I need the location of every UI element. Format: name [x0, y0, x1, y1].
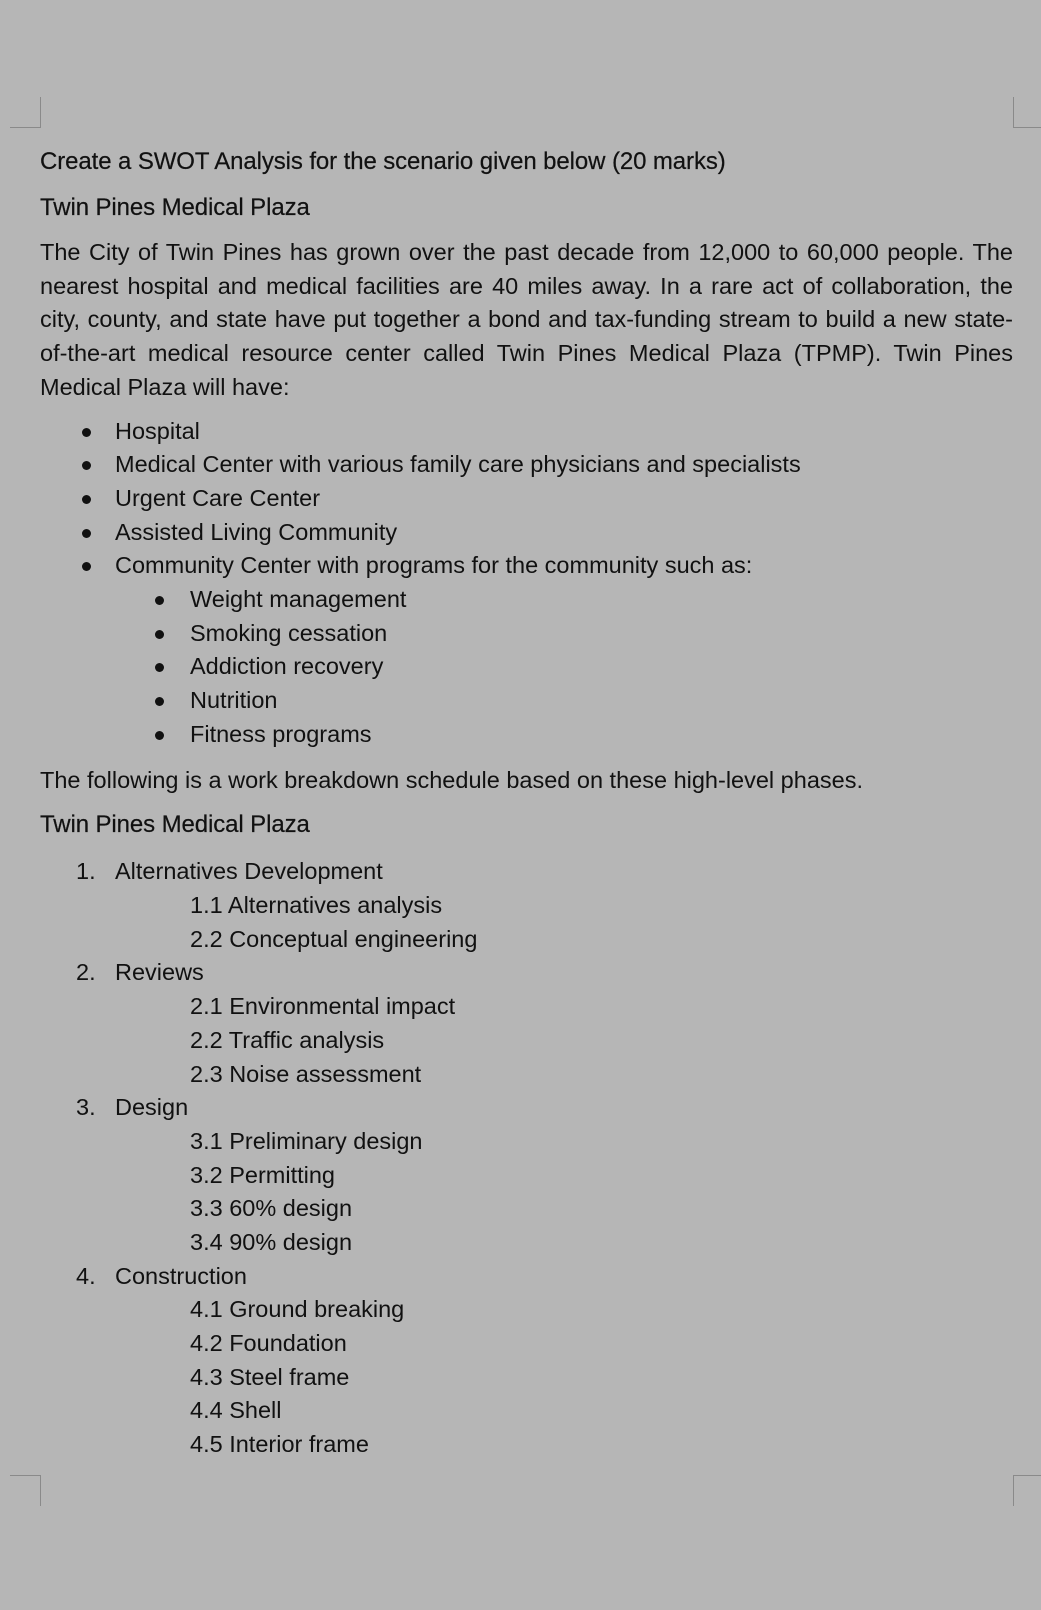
list-item [40, 650, 1013, 684]
task-item: 3.1 Preliminary design [190, 1127, 423, 1154]
phase-name: Reviews [115, 959, 204, 986]
phase-name: Construction [115, 1262, 247, 1289]
program-label: Weight management [190, 585, 407, 612]
work-breakdown-list [40, 855, 1013, 1461]
bullet-icon [82, 495, 91, 504]
schedule-title: Twin Pines Medical Plaza [40, 811, 310, 839]
margin-mark-bottom-right [1013, 1475, 1041, 1506]
task-item: 4.3 Steel frame [190, 1363, 350, 1390]
facility-label: Community Center with programs for the community such as: [115, 552, 753, 579]
phase-item [40, 1260, 1013, 1294]
task-item: 2.2 Conceptual engineering [190, 925, 478, 952]
schedule-intro: The following is a work breakdown schedule based on these high-level phases. [40, 767, 863, 794]
phase-name: Alternatives Development [115, 858, 383, 885]
bullet-icon [155, 630, 164, 639]
facility-label: Medical Center with various family care physicians and specialists [115, 451, 801, 478]
list-item [40, 482, 1013, 516]
program-label: Nutrition [190, 687, 278, 714]
task-item: 4.4 Shell [190, 1397, 282, 1424]
facility-label: Hospital [115, 417, 200, 444]
facility-label: Assisted Living Community [115, 518, 398, 545]
task-item: 2.2 Traffic analysis [190, 1026, 385, 1053]
task-item: 2.1 Environmental impact [190, 993, 456, 1020]
program-label: Fitness programs [190, 720, 372, 747]
list-item [40, 415, 1013, 449]
task-item: 2.3 Noise assessment [190, 1060, 422, 1087]
program-label: Addiction recovery [190, 653, 384, 680]
bullet-icon [82, 461, 91, 470]
task-item: 4.1 Ground breaking [190, 1296, 405, 1323]
list-item [40, 448, 1013, 482]
bullet-icon [82, 529, 91, 538]
facility-label: Urgent Care Center [115, 484, 321, 511]
bullet-icon [155, 663, 164, 672]
task-item: 4.2 Foundation [190, 1330, 347, 1357]
case-title: Twin Pines Medical Plaza [40, 194, 310, 221]
phase-number: 2. [76, 959, 96, 986]
phase-number: 1. [76, 858, 96, 885]
facilities-list [40, 415, 1013, 752]
bullet-icon [82, 562, 91, 571]
assignment-title: Create a SWOT Analysis for the scenario given below (20 marks) [40, 148, 726, 175]
list-item [40, 617, 1013, 651]
bullet-icon [155, 697, 164, 706]
list-item [40, 684, 1013, 718]
bullet-icon [82, 428, 91, 437]
task-item: 3.2 Permitting [190, 1161, 335, 1188]
task-item: 1.1 Alternatives analysis [190, 892, 443, 919]
phase-item [40, 1091, 1013, 1125]
list-item [40, 516, 1013, 550]
margin-mark-top-right [1013, 97, 1041, 128]
task-item: 3.4 90% design [190, 1228, 353, 1255]
intro-paragraph: The City of Twin Pines has grown over the past decade from 12,000 to 60,000 people. The nearest hospital and medical facilities are 40 miles away. In a rare act of collaboration, the city, county, and state have put together a bond and tax-funding stream to build a new state-of-the-art medical resource center called Twin Pines Medical Plaza (TPMP). Twin Pines Medical Plaza will have: [40, 239, 1013, 400]
task-item: 4.5 Interior frame [190, 1431, 369, 1458]
list-item [40, 549, 1013, 583]
margin-mark-bottom-left [10, 1475, 41, 1506]
phase-number: 4. [76, 1262, 96, 1289]
phase-name: Design [115, 1094, 189, 1121]
task-item: 3.3 60% design [190, 1195, 353, 1222]
margin-mark-top-left [10, 97, 41, 128]
bullet-icon [155, 731, 164, 740]
phase-number: 3. [76, 1094, 96, 1121]
document-body [40, 140, 1013, 1462]
program-label: Smoking cessation [190, 619, 388, 646]
list-item [40, 583, 1013, 617]
bullet-icon [155, 596, 164, 605]
list-item [40, 718, 1013, 752]
phase-item [40, 855, 1013, 889]
phase-item [40, 956, 1013, 990]
